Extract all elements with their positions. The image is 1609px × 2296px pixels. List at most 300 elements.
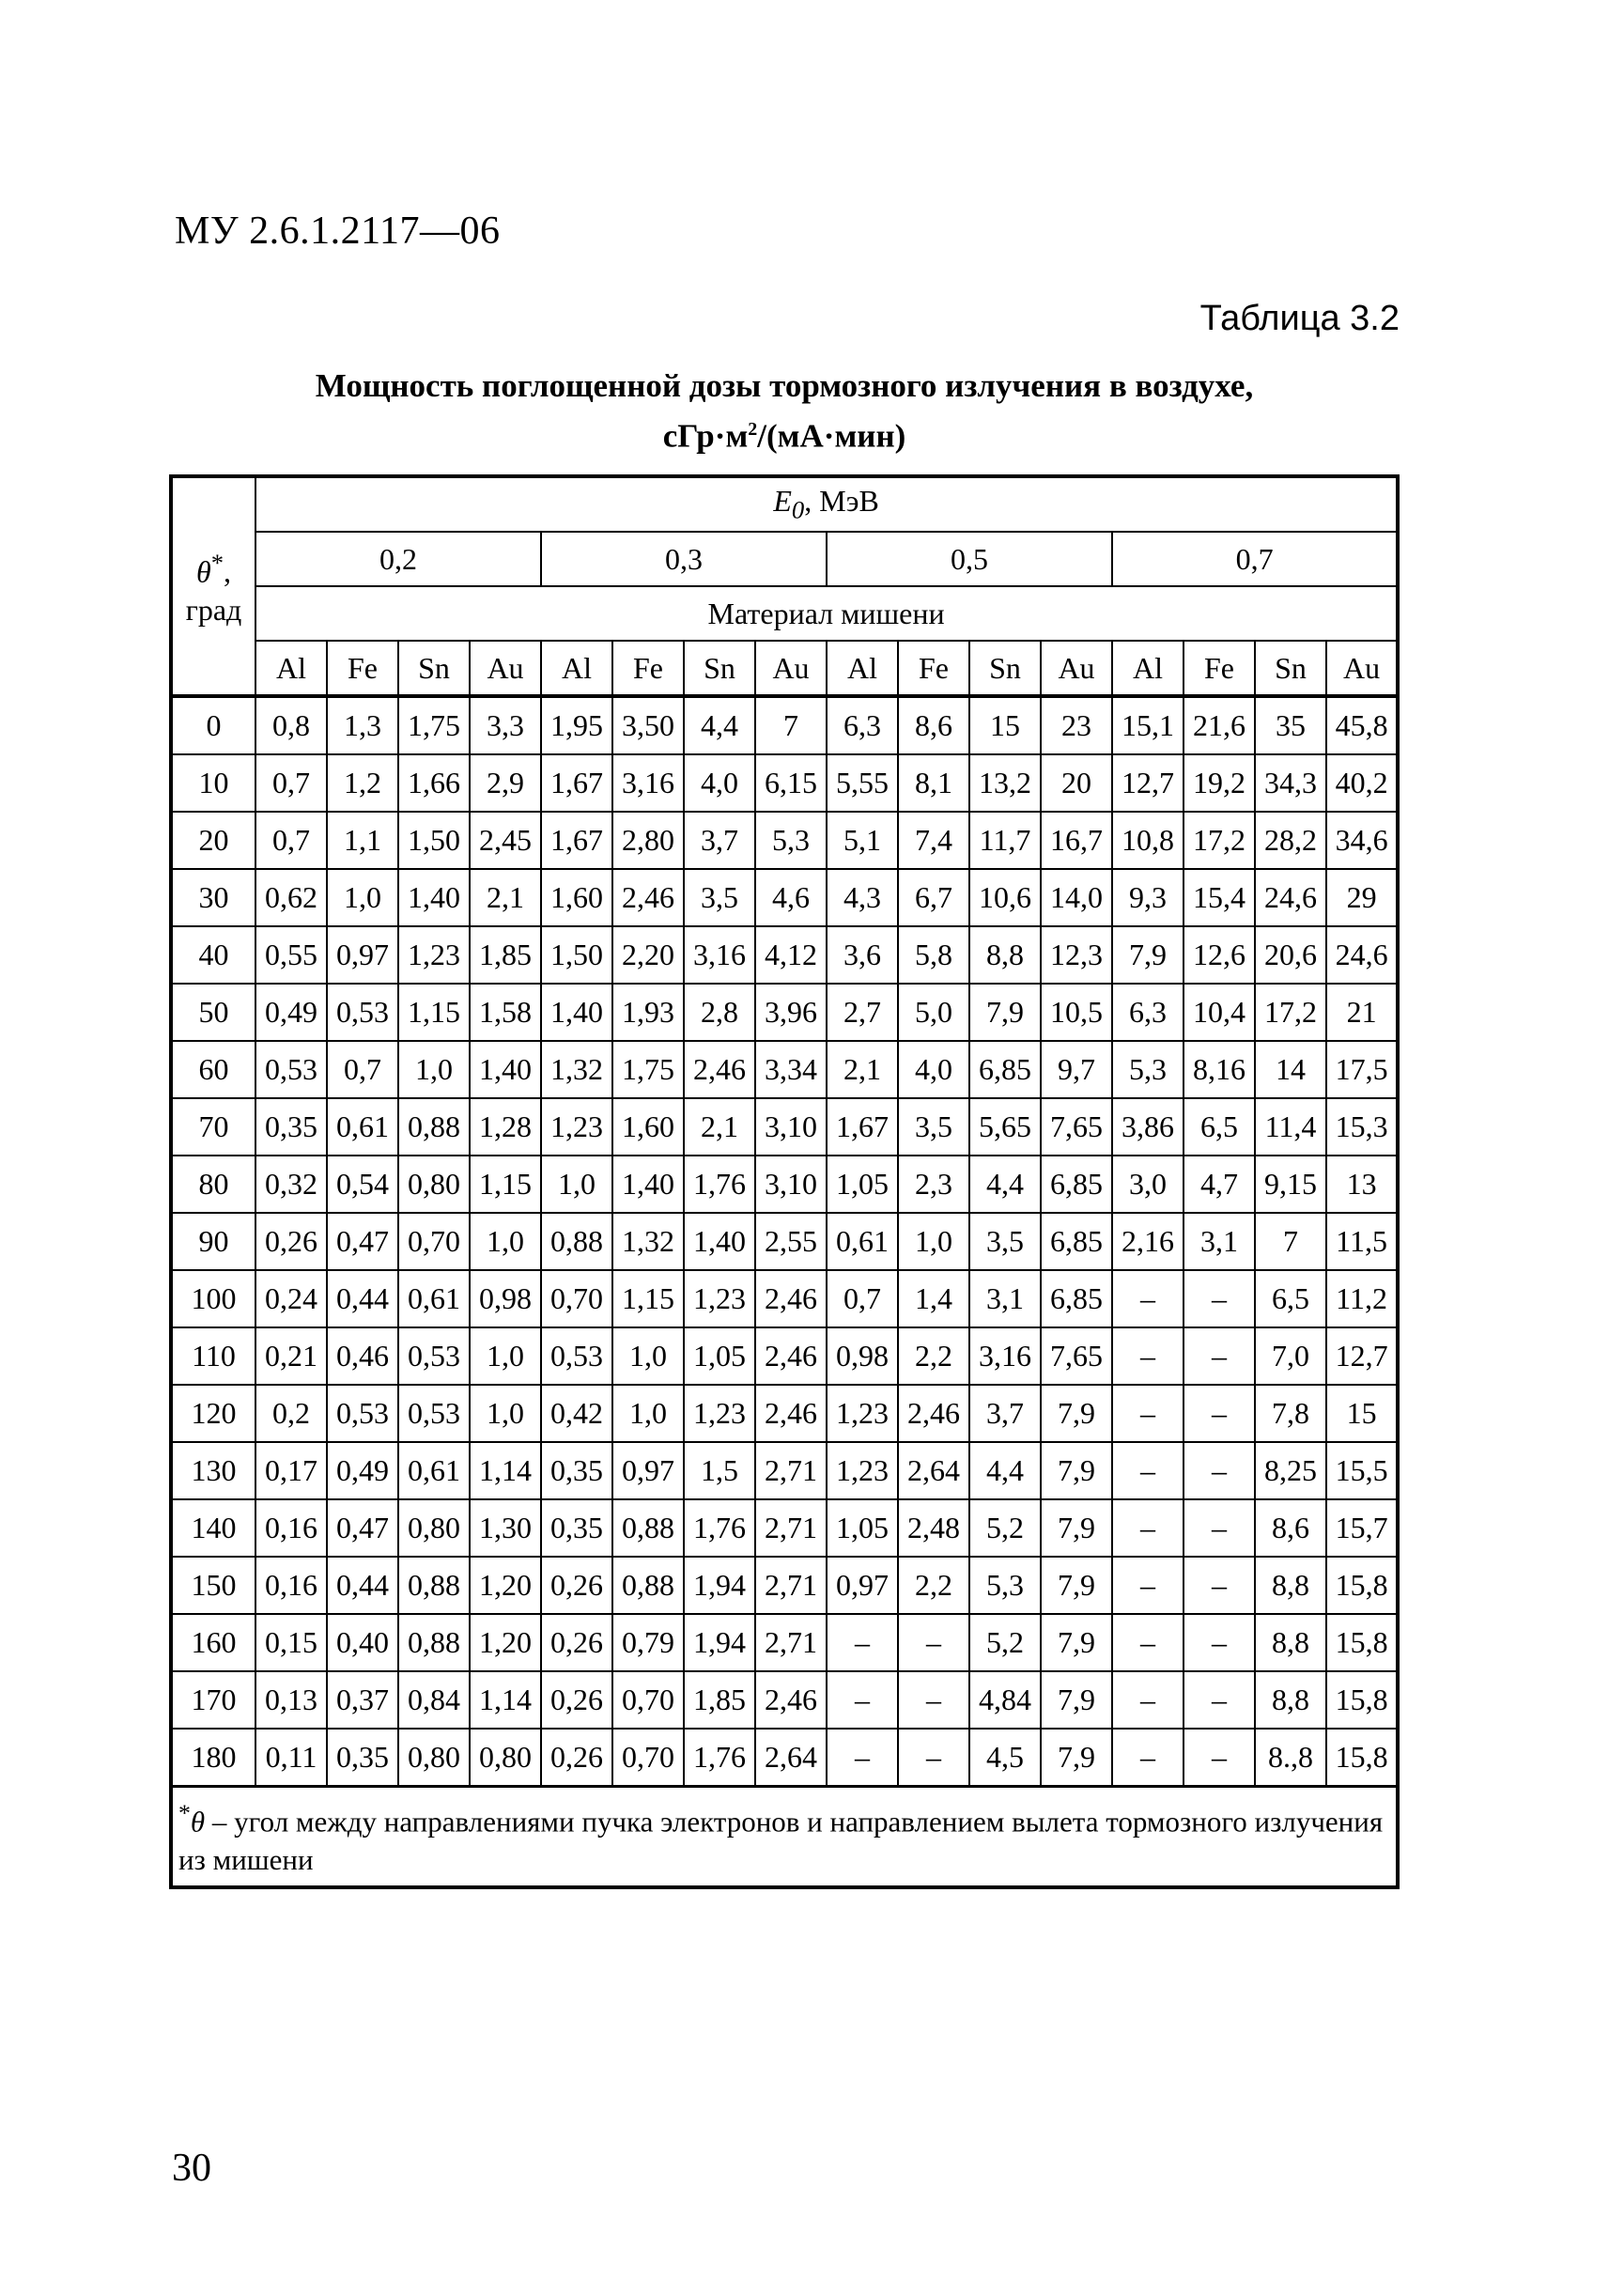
value-cell: 9,15 (1255, 1156, 1326, 1213)
value-cell: 0,61 (827, 1213, 898, 1270)
value-cell: 1,40 (541, 984, 612, 1041)
table-row (171, 1442, 1398, 1499)
value-cell: 4,3 (827, 869, 898, 926)
value-cell: 29 (1326, 869, 1398, 926)
material-cell: Al (1112, 641, 1184, 696)
value-cell: 2,64 (755, 1729, 827, 1787)
value-cell: 15,8 (1326, 1557, 1398, 1614)
table-row (171, 1614, 1398, 1671)
value-cell: 5,3 (755, 812, 827, 869)
footnote (171, 1787, 1398, 1888)
material-cell: Fe (327, 641, 398, 696)
table-number: Таблица 3.2 (1199, 299, 1400, 338)
value-cell: 1,05 (684, 1327, 755, 1385)
value-cell: 21 (1326, 984, 1398, 1041)
value-cell: 8,25 (1255, 1442, 1326, 1499)
angle-cell: 110 (171, 1327, 255, 1385)
table-row (171, 1385, 1398, 1442)
value-cell: 3,7 (684, 812, 755, 869)
value-cell: 0,98 (827, 1327, 898, 1385)
table-row (171, 1327, 1398, 1385)
value-cell: 5,8 (898, 926, 969, 984)
value-cell: 6,3 (827, 696, 898, 754)
value-cell: 17,2 (1184, 812, 1255, 869)
value-cell: 1,0 (327, 869, 398, 926)
material-cell: Au (1041, 641, 1112, 696)
value-cell: 15,8 (1326, 1729, 1398, 1787)
value-cell: 0,80 (470, 1729, 541, 1787)
value-cell: 1,23 (827, 1442, 898, 1499)
value-cell: 1,2 (327, 754, 398, 812)
value-cell: 0,53 (541, 1327, 612, 1385)
value-cell: 1,15 (470, 1156, 541, 1213)
value-cell: 2,71 (755, 1614, 827, 1671)
value-cell: 0,35 (541, 1442, 612, 1499)
value-cell: 2,71 (755, 1442, 827, 1499)
value-cell: 1,5 (684, 1442, 755, 1499)
value-cell: 8,6 (1255, 1499, 1326, 1557)
value-cell: 1,76 (684, 1729, 755, 1787)
value-cell: 8,16 (1184, 1041, 1255, 1098)
value-cell: 2,71 (755, 1499, 827, 1557)
value-cell: 9,3 (1112, 869, 1184, 926)
value-cell: 1,40 (612, 1156, 684, 1213)
value-cell: 2,64 (898, 1442, 969, 1499)
angle-cell: 180 (171, 1729, 255, 1787)
footnote-text: – угол между направлениями пучка электронов и направлением вылета тормозного излучения из мишени (178, 1805, 1384, 1876)
value-cell: – (1184, 1557, 1255, 1614)
value-cell: 6,5 (1184, 1098, 1255, 1156)
value-cell: 1,32 (612, 1213, 684, 1270)
value-cell: 4,84 (969, 1671, 1041, 1729)
angle-cell: 50 (171, 984, 255, 1041)
value-cell: 1,67 (541, 812, 612, 869)
value-cell: 2,46 (612, 869, 684, 926)
value-cell: – (1184, 1385, 1255, 1442)
value-cell: 3,16 (969, 1327, 1041, 1385)
material-cell: Fe (1184, 641, 1255, 696)
value-cell: 15,8 (1326, 1614, 1398, 1671)
value-cell: 0,37 (327, 1671, 398, 1729)
angle-cell: 80 (171, 1156, 255, 1213)
value-cell: 0,88 (612, 1557, 684, 1614)
value-cell: 5,3 (969, 1557, 1041, 1614)
table-row (171, 812, 1398, 869)
angle-cell: 10 (171, 754, 255, 812)
table-row (171, 984, 1398, 1041)
value-cell: 1,23 (684, 1385, 755, 1442)
material-cell: Sn (684, 641, 755, 696)
value-cell: 0,97 (327, 926, 398, 984)
value-cell: 7,9 (1041, 1499, 1112, 1557)
page-number: 30 (172, 2147, 211, 2190)
material-cell: Au (470, 641, 541, 696)
angle-cell: 40 (171, 926, 255, 984)
dose-rate-table (169, 474, 1400, 1889)
angle-column-header (171, 476, 255, 696)
value-cell: 1,23 (827, 1385, 898, 1442)
value-cell: 1,75 (612, 1041, 684, 1098)
angle-cell: 100 (171, 1270, 255, 1327)
value-cell: 0,70 (398, 1213, 470, 1270)
value-cell: – (1112, 1557, 1184, 1614)
value-cell: 2,3 (898, 1156, 969, 1213)
table-row (171, 1270, 1398, 1327)
material-cell: Al (541, 641, 612, 696)
value-cell: 1,0 (541, 1156, 612, 1213)
value-cell: 19,2 (1184, 754, 1255, 812)
value-cell: 1,85 (470, 926, 541, 984)
value-cell: 4,0 (898, 1041, 969, 1098)
value-cell: 0,54 (327, 1156, 398, 1213)
value-cell: 3,0 (1112, 1156, 1184, 1213)
value-cell: 3,5 (969, 1213, 1041, 1270)
value-cell: – (1184, 1729, 1255, 1787)
value-cell: 0,7 (255, 754, 327, 812)
value-cell: 21,6 (1184, 696, 1255, 754)
value-cell: 1,23 (684, 1270, 755, 1327)
table-row (171, 1156, 1398, 1213)
value-cell: 14 (1255, 1041, 1326, 1098)
title-unit-sup: 2 (748, 419, 758, 440)
table-title-line2 (169, 408, 1400, 458)
value-cell: 4,4 (969, 1442, 1041, 1499)
table-row (171, 754, 1398, 812)
value-cell: – (1112, 1385, 1184, 1442)
value-cell: 0,88 (612, 1499, 684, 1557)
table-row (171, 1499, 1398, 1557)
value-cell: 3,1 (969, 1270, 1041, 1327)
value-cell: 0,17 (255, 1442, 327, 1499)
value-cell: 0,53 (327, 1385, 398, 1442)
value-cell: 2,46 (684, 1041, 755, 1098)
value-cell: 2,80 (612, 812, 684, 869)
material-cell: Al (255, 641, 327, 696)
angle-cell: 160 (171, 1614, 255, 1671)
value-cell: 0,62 (255, 869, 327, 926)
energy-value-cell: 0,2 (255, 532, 541, 586)
theta-star: * (210, 549, 224, 578)
value-cell: 8,8 (1255, 1671, 1326, 1729)
value-cell: 5,65 (969, 1098, 1041, 1156)
value-cell: 0,32 (255, 1156, 327, 1213)
value-cell: – (1184, 1499, 1255, 1557)
value-cell: 7,8 (1255, 1385, 1326, 1442)
value-cell: 0,49 (255, 984, 327, 1041)
value-cell: 15 (969, 696, 1041, 754)
value-cell: 45,8 (1326, 696, 1398, 754)
value-cell: 1,23 (398, 926, 470, 984)
value-cell: 0,42 (541, 1385, 612, 1442)
table-row (171, 1729, 1398, 1787)
value-cell: 0,70 (612, 1729, 684, 1787)
value-cell: 7,9 (1041, 1385, 1112, 1442)
table-row (171, 1213, 1398, 1270)
value-cell: 0,13 (255, 1671, 327, 1729)
value-cell: 17,2 (1255, 984, 1326, 1041)
value-cell: 1,66 (398, 754, 470, 812)
value-cell: 6,3 (1112, 984, 1184, 1041)
value-cell: 3,1 (1184, 1213, 1255, 1270)
value-cell: 3,5 (684, 869, 755, 926)
value-cell: 6,85 (1041, 1156, 1112, 1213)
value-cell: 0,24 (255, 1270, 327, 1327)
value-cell: – (1112, 1327, 1184, 1385)
value-cell: 1,20 (470, 1614, 541, 1671)
document-code: МУ 2.6.1.2117—06 (175, 209, 501, 253)
value-cell: 2,7 (827, 984, 898, 1041)
value-cell: 1,95 (541, 696, 612, 754)
value-cell: 17,5 (1326, 1041, 1398, 1098)
value-cell: 0,80 (398, 1499, 470, 1557)
value-cell: 1,50 (541, 926, 612, 984)
value-cell: 0,26 (255, 1213, 327, 1270)
value-cell: 0,21 (255, 1327, 327, 1385)
value-cell: 7,9 (969, 984, 1041, 1041)
value-cell: 0,40 (327, 1614, 398, 1671)
value-cell: 7,65 (1041, 1098, 1112, 1156)
angle-cell: 170 (171, 1671, 255, 1729)
value-cell: 1,75 (398, 696, 470, 754)
value-cell: 13 (1326, 1156, 1398, 1213)
value-cell: 1,3 (327, 696, 398, 754)
value-cell: 0,61 (398, 1270, 470, 1327)
angle-cell: 90 (171, 1213, 255, 1270)
value-cell: – (898, 1729, 969, 1787)
value-cell: 12,7 (1112, 754, 1184, 812)
energy-symbol: E (773, 484, 792, 519)
value-cell: 1,05 (827, 1156, 898, 1213)
value-cell: 7,9 (1041, 1729, 1112, 1787)
value-cell: 15,7 (1326, 1499, 1398, 1557)
value-cell: – (1184, 1671, 1255, 1729)
value-cell: 7 (1255, 1213, 1326, 1270)
table-row (171, 1041, 1398, 1098)
value-cell: – (1184, 1270, 1255, 1327)
value-cell: – (1112, 1270, 1184, 1327)
value-cell: 0,53 (255, 1041, 327, 1098)
value-cell: 0,84 (398, 1671, 470, 1729)
value-cell: 8,8 (1255, 1557, 1326, 1614)
value-cell: 0,53 (398, 1327, 470, 1385)
value-cell: 35 (1255, 696, 1326, 754)
material-cell: Sn (398, 641, 470, 696)
value-cell: 7,65 (1041, 1327, 1112, 1385)
value-cell: – (1112, 1499, 1184, 1557)
value-cell: – (898, 1614, 969, 1671)
energy-value-cell: 0,5 (827, 532, 1112, 586)
value-cell: 1,0 (612, 1385, 684, 1442)
value-cell: 0,11 (255, 1729, 327, 1787)
value-cell: 6,85 (1041, 1270, 1112, 1327)
footnote-theta: θ (190, 1805, 206, 1838)
value-cell: 0,35 (541, 1499, 612, 1557)
value-cell: 6,85 (1041, 1213, 1112, 1270)
table-title-line1: Мощность поглощенной дозы тормозного излучения в воздухе, (315, 367, 1254, 404)
title-unit-prefix: сГр·м (662, 417, 749, 455)
value-cell: 34,3 (1255, 754, 1326, 812)
value-cell: 1,85 (684, 1671, 755, 1729)
angle-cell: 150 (171, 1557, 255, 1614)
value-cell: 24,6 (1326, 926, 1398, 984)
value-cell: 1,94 (684, 1557, 755, 1614)
value-cell: 15,5 (1326, 1442, 1398, 1499)
material-cell: Fe (898, 641, 969, 696)
angle-cell: 60 (171, 1041, 255, 1098)
value-cell: 1,0 (470, 1327, 541, 1385)
title-unit-suffix: /(мА·мин) (757, 417, 906, 455)
header-row-material (171, 586, 1398, 641)
value-cell: 15,8 (1326, 1671, 1398, 1729)
value-cell: 2,2 (898, 1327, 969, 1385)
value-cell: 0,47 (327, 1499, 398, 1557)
value-cell: 2,46 (898, 1385, 969, 1442)
table-row (171, 869, 1398, 926)
value-cell: 0,8 (255, 696, 327, 754)
value-cell: 15,4 (1184, 869, 1255, 926)
value-cell: 0,98 (470, 1270, 541, 1327)
value-cell: 7,9 (1041, 1614, 1112, 1671)
value-cell: 1,23 (541, 1098, 612, 1156)
value-cell: 7,9 (1112, 926, 1184, 984)
value-cell: 24,6 (1255, 869, 1326, 926)
value-cell: – (827, 1614, 898, 1671)
value-cell: – (1112, 1671, 1184, 1729)
value-cell: 0,47 (327, 1213, 398, 1270)
value-cell: 0,44 (327, 1557, 398, 1614)
value-cell: – (1184, 1327, 1255, 1385)
value-cell: 0,70 (541, 1270, 612, 1327)
value-cell: 0,46 (327, 1327, 398, 1385)
material-cell: Al (827, 641, 898, 696)
value-cell: 2,8 (684, 984, 755, 1041)
value-cell: 2,9 (470, 754, 541, 812)
angle-cell: 20 (171, 812, 255, 869)
value-cell: 14,0 (1041, 869, 1112, 926)
value-cell: 0,88 (398, 1557, 470, 1614)
value-cell: 4,6 (755, 869, 827, 926)
value-cell: 0,53 (398, 1385, 470, 1442)
value-cell: 1,67 (541, 754, 612, 812)
value-cell: 0,55 (255, 926, 327, 984)
value-cell: 5,1 (827, 812, 898, 869)
value-cell: 1,32 (541, 1041, 612, 1098)
value-cell: 8.,8 (1255, 1729, 1326, 1787)
value-cell: 23 (1041, 696, 1112, 754)
energy-header (255, 476, 1398, 532)
value-cell: 6,15 (755, 754, 827, 812)
value-cell: 0,49 (327, 1442, 398, 1499)
value-cell: 3,6 (827, 926, 898, 984)
value-cell: 5,2 (969, 1614, 1041, 1671)
value-cell: 0,61 (398, 1442, 470, 1499)
value-cell: 1,0 (898, 1213, 969, 1270)
value-cell: 1,0 (470, 1385, 541, 1442)
value-cell: – (1184, 1442, 1255, 1499)
value-cell: 2,46 (755, 1270, 827, 1327)
material-header: Материал мишени (255, 586, 1398, 641)
value-cell: 2,48 (898, 1499, 969, 1557)
value-cell: 0,61 (327, 1098, 398, 1156)
value-cell: 7,9 (1041, 1442, 1112, 1499)
value-cell: 4,0 (684, 754, 755, 812)
value-cell: 2,20 (612, 926, 684, 984)
value-cell: 2,2 (898, 1557, 969, 1614)
value-cell: 1,14 (470, 1442, 541, 1499)
value-cell: 8,1 (898, 754, 969, 812)
value-cell: 2,46 (755, 1385, 827, 1442)
value-cell: 15 (1326, 1385, 1398, 1442)
header-row-materials (171, 641, 1398, 696)
value-cell: 0,97 (827, 1557, 898, 1614)
value-cell: 3,50 (612, 696, 684, 754)
value-cell: 4,12 (755, 926, 827, 984)
value-cell: 1,94 (684, 1614, 755, 1671)
value-cell: 2,55 (755, 1213, 827, 1270)
value-cell: 34,6 (1326, 812, 1398, 869)
value-cell: 20 (1041, 754, 1112, 812)
value-cell: 0,26 (541, 1729, 612, 1787)
value-cell: 1,58 (470, 984, 541, 1041)
value-cell: 1,40 (398, 869, 470, 926)
value-cell: 0,88 (398, 1098, 470, 1156)
value-cell: 7 (755, 696, 827, 754)
value-cell: 0,26 (541, 1614, 612, 1671)
value-cell: 2,1 (827, 1041, 898, 1098)
table-title (169, 365, 1400, 458)
material-cell: Sn (1255, 641, 1326, 696)
value-cell: 0,53 (327, 984, 398, 1041)
value-cell: 15,1 (1112, 696, 1184, 754)
value-cell: 12,3 (1041, 926, 1112, 984)
value-cell: 0,80 (398, 1729, 470, 1787)
value-cell: 13,2 (969, 754, 1041, 812)
angle-cell: 140 (171, 1499, 255, 1557)
energy-value-cell: 0,7 (1112, 532, 1398, 586)
angle-cell: 30 (171, 869, 255, 926)
value-cell: 6,5 (1255, 1270, 1326, 1327)
value-cell: 4,4 (684, 696, 755, 754)
material-cell: Fe (612, 641, 684, 696)
value-cell: 1,40 (470, 1041, 541, 1098)
angle-header-comma: , (224, 554, 232, 589)
value-cell: 8,6 (898, 696, 969, 754)
value-cell: 7,4 (898, 812, 969, 869)
value-cell: 1,93 (612, 984, 684, 1041)
value-cell: – (1112, 1729, 1184, 1787)
value-cell: 3,96 (755, 984, 827, 1041)
value-cell: 1,0 (612, 1327, 684, 1385)
value-cell: 8,8 (969, 926, 1041, 984)
energy-unit: , МэВ (804, 484, 879, 519)
value-cell: 16,7 (1041, 812, 1112, 869)
value-cell: 2,1 (684, 1098, 755, 1156)
material-cell: Au (1326, 641, 1398, 696)
footnote-star: * (178, 1799, 191, 1827)
value-cell: – (827, 1729, 898, 1787)
value-cell: 1,0 (470, 1213, 541, 1270)
value-cell: 4,5 (969, 1729, 1041, 1787)
value-cell: 1,76 (684, 1499, 755, 1557)
value-cell: 3,86 (1112, 1098, 1184, 1156)
value-cell: 10,4 (1184, 984, 1255, 1041)
value-cell: 6,85 (969, 1041, 1041, 1098)
value-cell: 1,15 (612, 1270, 684, 1327)
value-cell: 10,6 (969, 869, 1041, 926)
value-cell: 7,0 (1255, 1327, 1326, 1385)
angle-cell: 0 (171, 696, 255, 754)
value-cell: 8,8 (1255, 1614, 1326, 1671)
